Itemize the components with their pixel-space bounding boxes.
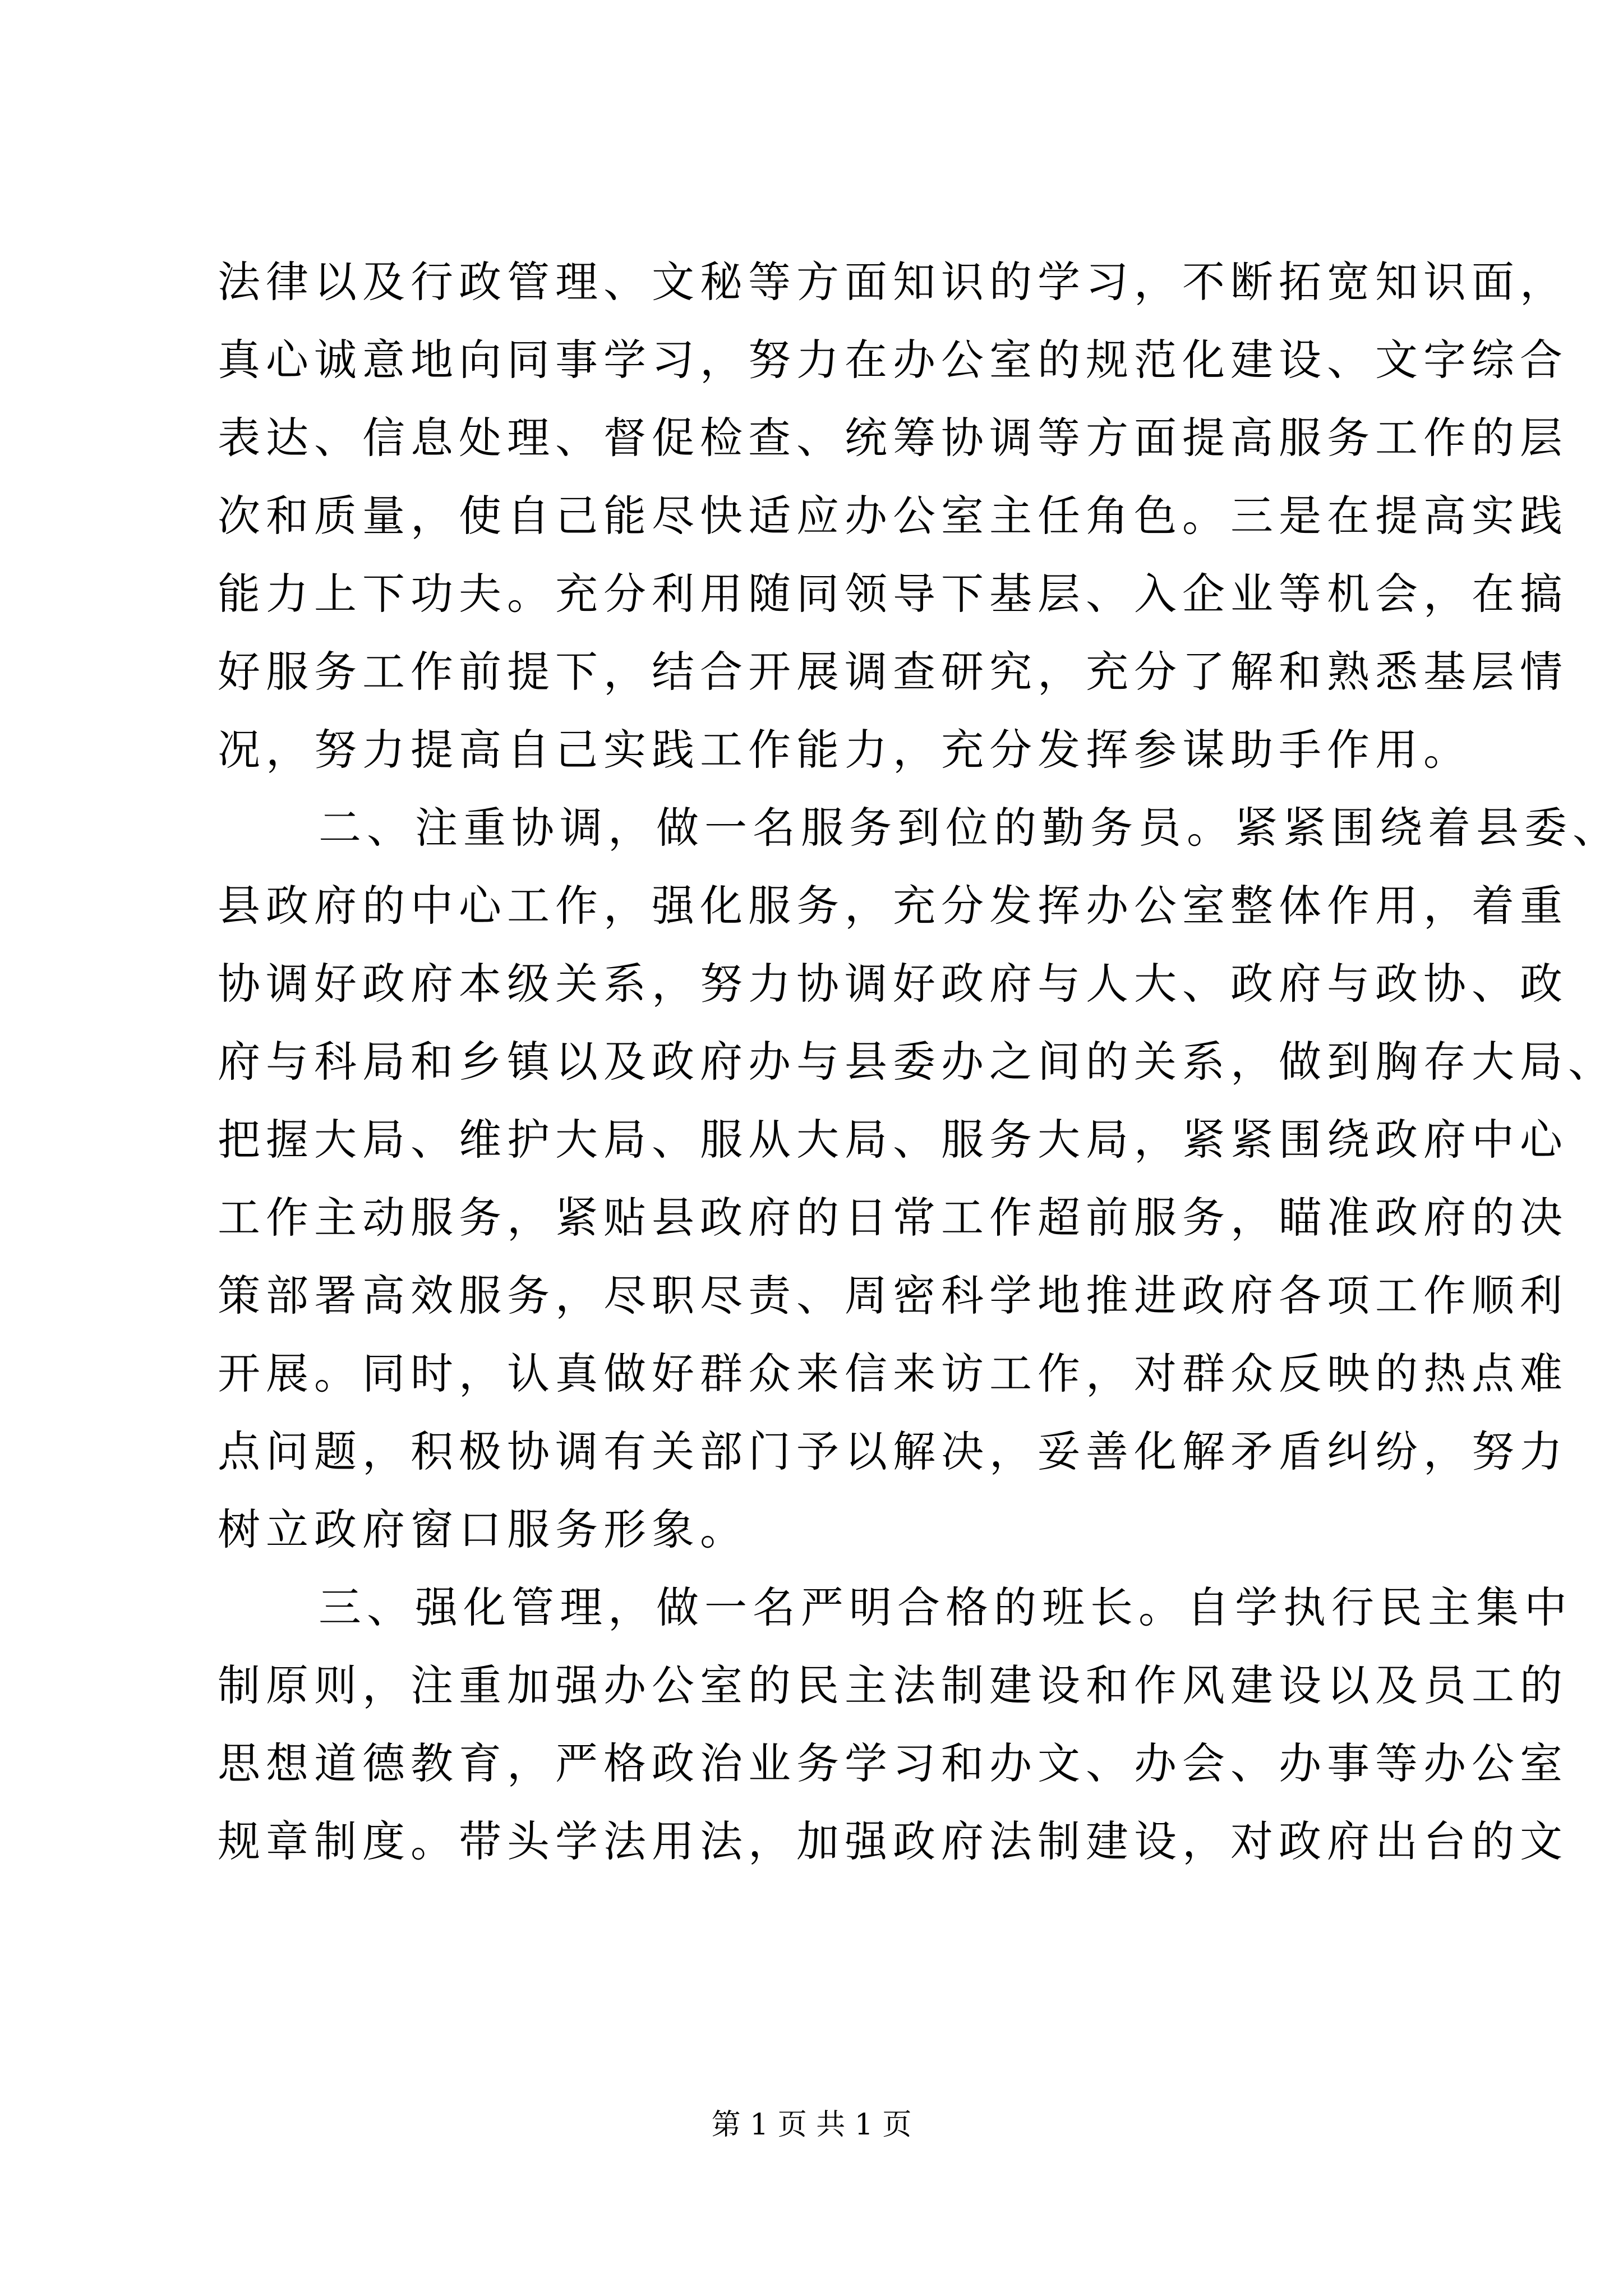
text-line: 况，努力提高自己实践工作能力，充分发挥参谋助手作用。 <box>218 725 1472 775</box>
text-line: 真心诚意地向同事学习，努力在办公室的规范化建设、文字综合 <box>218 335 1568 385</box>
text-line: 策部署高效服务，尽职尽责、周密科学地推进政府各项工作顺利 <box>218 1271 1568 1320</box>
text-line: 府与科局和乡镇以及政府办与县委办之间的关系，做到胸存大局、 <box>218 1037 1616 1087</box>
text-line: 次和质量，使自己能尽快适应办公室主任角色。三是在提高实践 <box>218 491 1568 541</box>
text-line: 规章制度。带头学法用法，加强政府法制建设，对政府出台的文 <box>218 1816 1568 1866</box>
text-line: 县政府的中心工作，强化服务，充分发挥办公室整体作用，着重 <box>218 881 1568 931</box>
paragraph-heading-3: 三、强化管理，做一名严明合格的班长。自学执行民主集中 <box>319 1582 1573 1632</box>
text-line: 树立政府窗口服务形象。 <box>218 1504 748 1554</box>
paragraph-heading-2: 二、注重协调，做一名服务到位的勤务员。紧紧围绕着县委、 <box>319 803 1621 853</box>
text-line: 工作主动服务，紧贴县政府的日常工作超前服务，瞄准政府的决 <box>218 1193 1568 1243</box>
text-line: 思想道德教育，严格政治业务学习和办文、办会、办事等办公室 <box>218 1738 1568 1788</box>
text-line: 能力上下功夫。充分利用随同领导下基层、入企业等机会，在搞 <box>218 569 1568 619</box>
text-line: 好服务工作前提下，结合开展调查研究，充分了解和熟悉基层情 <box>218 647 1568 697</box>
text-line: 表达、信息处理、督促检查、统筹协调等方面提高服务工作的层 <box>218 413 1568 463</box>
text-line: 把握大局、维护大局、服从大局、服务大局，紧紧围绕政府中心 <box>218 1115 1568 1165</box>
text-line: 协调好政府本级关系，努力协调好政府与人大、政府与政协、政 <box>218 959 1568 1009</box>
text-line: 点问题，积极协调有关部门予以解决，妥善化解矛盾纠纷，努力 <box>218 1427 1568 1476</box>
page-number-footer: 第 1 页 共 1 页 <box>711 2108 912 2142</box>
text-line: 制原则，注重加强办公室的民主法制建设和作风建设以及员工的 <box>218 1660 1568 1710</box>
text-line: 开展。同时，认真做好群众来信来访工作，对群众反映的热点难 <box>218 1349 1568 1398</box>
text-line: 法律以及行政管理、文秘等方面知识的学习，不断拓宽知识面， <box>218 257 1568 307</box>
